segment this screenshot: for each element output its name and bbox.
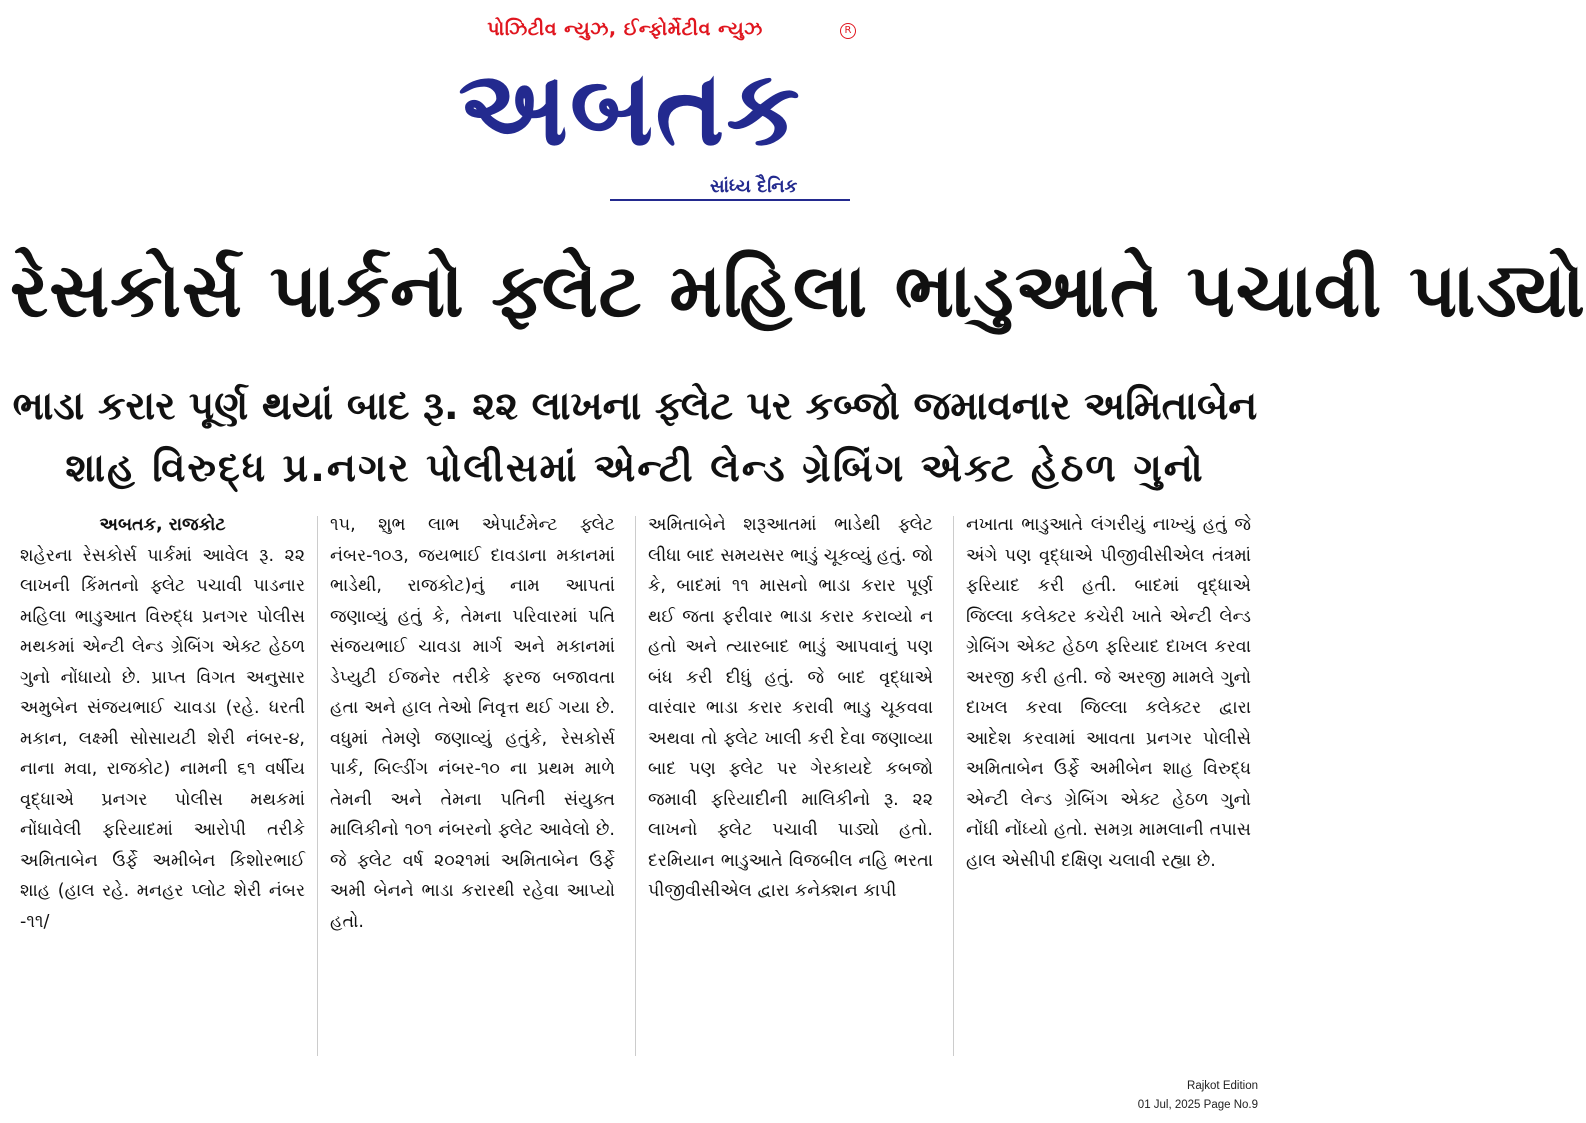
article-subhead-line1: ભાડા કરાર પૂર્ણ થયાં બાદ રૂ. ૨૨ લાખના ફ્લેટ પર કબ્જો જમાવનાર અમિતાબેન — [12, 384, 1258, 429]
masthead-tagline: પોઝિટીવ ન્યુઝ, ઈન્ફોર્મેટીવ ન્યુઝ — [487, 18, 763, 40]
article-column-3 — [648, 510, 933, 1060]
column-divider — [317, 516, 318, 1056]
article-column-2 — [330, 510, 615, 1060]
registered-mark-icon: R — [840, 23, 856, 39]
logo-subtitle: સાંધ્ય દૈનિક — [710, 176, 798, 197]
article-column-3-text: અમિતાબેને શરૂઆતમાં ભાડેથી ફ્લેટ લીધા બાદ સમયસર ભાડું ચૂકવ્યું હતું. જો કે, બાદમાં ૧૧ માસનો ભાડા કરાર પૂર્ણ થઈ જતા ફરીવાર ભાડા કરાર કરાવ્યો ન હતો અને ત્યારબાદ ભાડું આપવાનું પણ બંધ કરી દીધું હતું. જે બાદ વૃદ્ધાએ વારંવાર ભાડા કરાર કરાવી ભાડુ ચૂકવવા અથવા તો ફ્લેટ ખાલી કરી દેવા જણાવ્યા બાદ પણ ફ્લેટ પર ગેરકાયદે કબજો જમાવી ફરિયાદીની માલિકીનો રૂ. ૨૨ લાખનો ફ્લેટ પચાવી પાડ્યો હતો. દરમિયાન ભાડુઆતે વિજબીલ નહિ ભરતા પીજીવીસીએલ દ્વારા કનેક્શન કાપી — [648, 515, 933, 901]
edition-label: Rajkot Edition — [1187, 1080, 1258, 1092]
logo-underline — [610, 199, 850, 201]
newspaper-logo: અબતક — [458, 47, 802, 169]
column-divider — [635, 516, 636, 1056]
article-column-1-text: શહેરના રેસકોર્સ પાર્કમાં આવેલ રૂ. ૨૨ લાખની કિંમતનો ફ્લેટ પચાવી પાડનાર મહિલા ભાડુઆત વિરુદ્ધ પ્રનગર પોલીસ મથકમાં એન્ટી લેન્ડ ગ્રેબિંગ એક્ટ હેઠળ ગુનો નોંધાયો છે. પ્રાપ્ત વિગત અનુસાર અમુબેન સંજયભાઈ ચાવડા (રહે. ધરતી મકાન, લક્ષ્મી સોસાયટી શેરી નંબર-૪, નાના મવા, રાજકોટ) નામની ૬૧ વર્ષીય વૃદ્ધાએ પ્રનગર પોલીસ મથકમાં નોંધાવેલી ફરિયાદમાં આરોપી તરીકે અમિતાબેન ઉર્ફે અમીબેન કિશોરભાઈ શાહ (હાલ રહે. મનહર પ્લોટ શેરી નંબર -૧૧/ — [20, 545, 305, 932]
date-page-label: 01 Jul, 2025 Page No.9 — [1137, 1099, 1258, 1111]
article-body — [20, 510, 1260, 1065]
article-column-4 — [966, 510, 1251, 1060]
article-column-2-text: ૧૫, શુભ લાભ એપાર્ટમેન્ટ ફ્લેટ નંબર-૧૦૩, જયભાઈ દાવડાના મકાનમાં ભાડેથી, રાજકોટ)નું નામ આપતાં જણાવ્યું હતું કે, તેમના પરિવારમાં પતિ સંજયભાઈ ચાવડા માર્ગ અને મકાનમાં ડેપ્યુટી ઈજનેર તરીકે ફરજ બજાવતા હતા અને હાલ તેઓ નિવૃત્ત થઈ ગયા છે. વધુમાં તેમણે જણાવ્યું હતુંકે, રેસકોર્સ પાર્ક, બિલ્ડીંગ નંબર-૧૦ ના પ્રથમ માળે તેમની અને તેમના પતિની સંયુક્ત માલિકીનો ૧૦૧ નંબરનો ફ્લેટ આવેલો છે. જે ફ્લેટ વર્ષ ૨૦૨૧માં અમિતાબેન ઉર્ફે અમી બેનને ભાડા કરારથી રહેવા આપ્યો હતો. — [330, 515, 615, 932]
article-column-1 — [20, 510, 305, 1060]
masthead — [410, 18, 860, 208]
article-headline: રેસકોર્સ પાર્કનો ફ્લેટ મહિલા ભાડુઆતે પચાવી પાડ્યો — [10, 248, 1586, 334]
article-column-4-text: નખાતા ભાડુઆતે લંગરીયું નાખ્યું હતું જે અંગે પણ વૃદ્ધાએ પીજીવીસીએલ તંત્રમાં ફરિયાદ કરી હતી. બાદમાં વૃદ્ધાએ જિલ્લા કલેક્ટર કચેરી ખાતે એન્ટી લેન્ડ ગ્રેબિંગ એક્ટ હેઠળ ફરિયાદ દાખલ કરવા અરજી કરી હતી. જે અરજી મામલે ગુનો દાખલ કરવા જિલ્લા કલેક્ટર દ્વારા આદેશ કરવામાં આવતા પ્રનગર પોલીસે અમિતાબેન ઉર્ફે અમીબેન શાહ વિરુદ્ધ એન્ટી લેન્ડ ગ્રેબિંગ એક્ટ હેઠળ ગુનો નોંધી નોંધ્યો હતો. સમગ્ર મામલાની તપાસ હાલ એસીપી દક્ષિણ ચલાવી રહ્યા છે. — [966, 515, 1251, 871]
article-subhead-line2: શાહ વિરુદ્ધ પ્ર.નગર પોલીસમાં એન્ટી લેન્ડ ગ્રેબિંગ એક્ટ હેઠળ ગુનો — [65, 446, 1205, 491]
article-dateline: અબતક, રાજકોટ — [99, 515, 226, 535]
column-divider — [953, 516, 954, 1056]
